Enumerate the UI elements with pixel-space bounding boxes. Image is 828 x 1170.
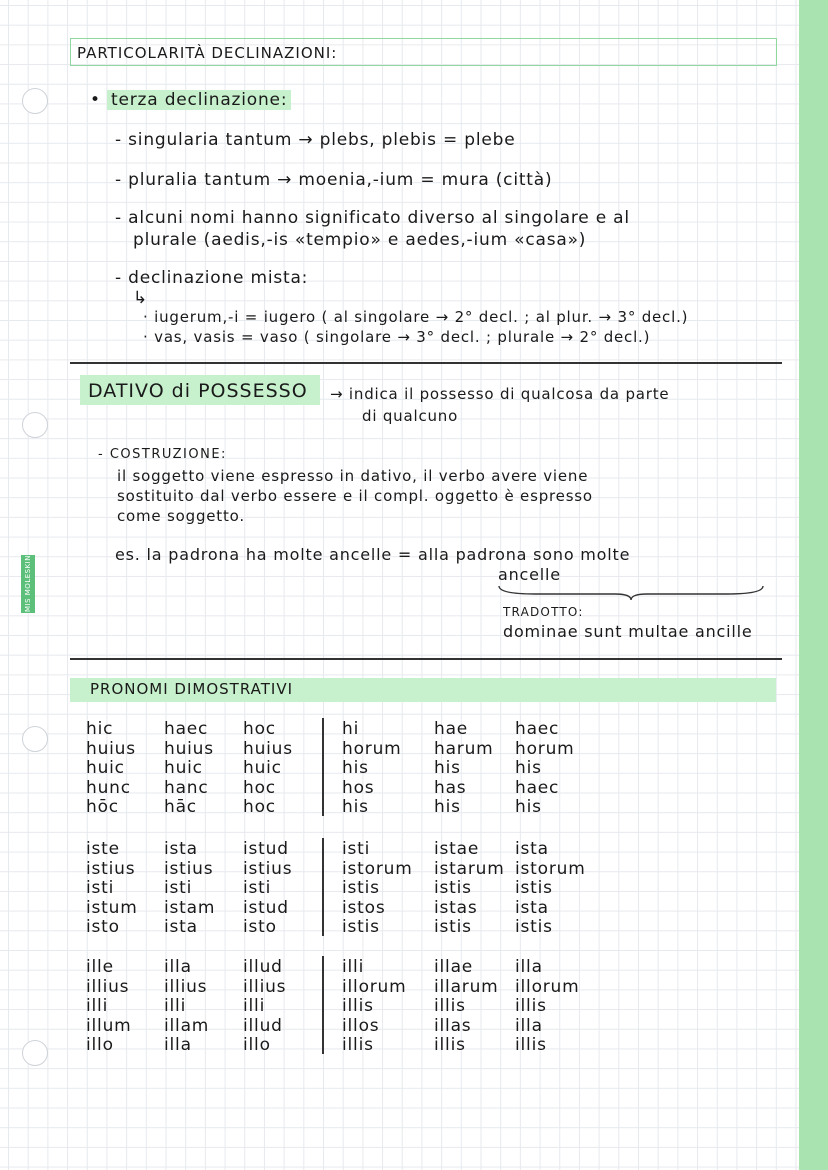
pronoun-form: illas [434,1015,472,1036]
pronoun-form: haec [515,719,560,739]
pronoun-form: isti [86,878,115,898]
pronoun-form: istius [86,858,136,879]
pronoun-form: illius [243,976,287,997]
pronoun-form: illae [434,957,474,977]
costruzione-line: sostituito dal verbo essere e il compl. oggetto è espresso [117,487,593,505]
brand-tab: MIS MOLESKIN [21,555,35,613]
pronoun-form: huic [164,758,203,778]
pronoun-column [86,840,138,938]
terza-item: plurale (aedis,-is «tempio» e aedes,-ium «casa») [133,230,587,250]
pronoun-form: hunc [86,777,131,798]
pronoun-form: hae [434,719,469,739]
pronoun-form: illo [243,1035,271,1055]
pronoun-form: istis [515,917,553,937]
pronomi-title: PRONOMI DIMOSTRATIVI [90,680,294,698]
pronoun-form: huius [164,738,214,759]
pronoun-form: illius [86,976,130,997]
pronoun-form: isti [164,878,193,898]
binder-hole [22,412,48,438]
column-divider [322,718,324,816]
binder-hole [22,1040,48,1066]
pronoun-column [164,840,215,938]
pronoun-form: illorum [342,976,407,997]
dativo-definition-cont: di qualcuno [362,407,459,425]
pronoun-form: isto [243,917,277,937]
pronoun-form: istos [342,897,386,918]
pronoun-form: ista [515,839,549,859]
pronoun-form: istae [434,839,480,859]
terza-item: - declinazione mista: [115,268,309,288]
pronoun-form: haec [164,719,209,739]
dativo-title: DATIVO di POSSESSO [88,380,308,402]
pronoun-form: illa [515,1015,543,1036]
pronoun-column [243,840,292,938]
pronoun-form: hōc [86,797,119,817]
section-divider [70,658,782,660]
pronoun-form: hanc [164,777,209,798]
pronoun-form: istis [515,878,553,898]
column-divider [322,956,324,1054]
pronoun-form: isti [342,839,371,859]
pronoun-column [434,958,499,1056]
pronoun-form: illa [515,957,543,977]
pronoun-form: illius [164,976,208,997]
pronoun-form: istis [342,917,380,937]
terza-subitem: · iugerum,-i = iugero ( al singolare → 2° decl. ; al plur. → 3° decl.) [143,308,689,326]
pronoun-form: horum [515,738,575,759]
pronoun-form: hoc [243,719,276,739]
pronoun-column [243,958,286,1056]
pronoun-form: illarum [434,976,499,997]
terza-item: - pluralia tantum → moenia,-ium = mura (città) [115,170,553,190]
example-line-cont: ancelle [498,565,561,584]
pronoun-column [434,720,494,818]
pronoun-form: harum [434,738,494,759]
pronoun-form: illis [342,996,374,1016]
pronoun-form: istorum [515,858,586,879]
pronoun-form: hāc [164,797,197,817]
pronoun-form: ista [164,839,198,859]
pronoun-form: huius [243,738,293,759]
pronoun-column [515,720,575,818]
binder-hole [22,726,48,752]
bullet-icon: • [90,90,101,110]
pronoun-form: illis [342,1035,374,1055]
pronoun-form: illo [86,1035,114,1055]
pronoun-form: hic [86,719,114,739]
pronoun-form: illis [515,1035,547,1055]
pronoun-column [515,840,586,938]
pronoun-form: hos [342,777,375,798]
pronoun-form: istius [243,858,293,879]
column-divider [322,838,324,936]
pronoun-form: hoc [243,777,276,798]
pronoun-form: ista [515,897,549,918]
brace-icon [495,582,767,602]
pronoun-form: has [434,777,467,798]
pronoun-column [243,720,293,818]
pronoun-form: istius [164,858,214,879]
pronoun-column [515,958,580,1056]
terza-heading-text: terza declinazione: [107,90,291,110]
pronoun-form: huic [243,758,282,778]
binder-hole [22,88,48,114]
pronoun-form: hoc [243,797,276,817]
pronoun-form: isto [86,917,120,937]
section-divider [70,362,782,364]
pronoun-form: illi [86,996,109,1016]
pronoun-form: istud [243,897,289,918]
pronoun-form: his [434,758,461,778]
pronoun-column [86,958,132,1056]
pronoun-column [342,720,402,818]
tradotto-label: TRADOTTO: [503,605,584,619]
pronoun-form: illis [434,996,466,1016]
pronoun-column [342,840,413,938]
pronoun-column [86,720,136,818]
pronoun-form: illud [243,957,283,977]
terza-item: - alcuni nomi hanno significato diverso al singolare e al [115,208,630,228]
pronoun-form: illi [243,996,266,1016]
pronoun-form: illum [86,1015,132,1036]
pronoun-form: horum [342,738,402,759]
pronoun-form: illa [164,957,192,977]
pronoun-form: illi [342,957,365,977]
pronoun-form: istis [434,917,472,937]
pronoun-form: his [515,797,542,817]
terza-item: - singularia tantum → plebs, plebis = plebe [115,130,516,150]
pronoun-form: ille [86,957,114,977]
costruzione-line: come soggetto. [117,507,245,525]
pronoun-form: illis [515,996,547,1016]
pronoun-column [434,840,505,938]
pronoun-form: istud [243,839,289,859]
pronoun-form: istorum [342,858,413,879]
arrow-icon: ↳ [133,288,149,308]
pronoun-form: istam [164,897,216,918]
pronoun-form: isti [243,878,272,898]
pronoun-form: huius [86,738,136,759]
pronoun-form: illi [164,996,187,1016]
pronoun-form: illorum [515,976,580,997]
pronoun-form: istum [86,897,138,918]
pronoun-form: illos [342,1015,380,1036]
pronoun-form: illam [164,1015,210,1036]
pronoun-column [342,958,407,1056]
pronoun-column [164,958,209,1056]
pronoun-form: istis [434,878,472,898]
section-heading-terza [90,90,291,110]
pronoun-form: illud [243,1015,283,1036]
costruzione-line: il soggetto viene espresso in dativo, il verbo avere viene [117,467,589,485]
pronoun-form: ista [164,917,198,937]
pronoun-form: haec [515,777,560,798]
pronoun-form: his [515,758,542,778]
pronoun-form: his [434,797,461,817]
pronoun-form: illa [164,1035,192,1055]
pronoun-form: his [342,758,369,778]
pronoun-form: istis [342,878,380,898]
tradotto-text: dominae sunt multae ancille [503,622,753,641]
pronoun-form: his [342,797,369,817]
pronoun-form: illis [434,1035,466,1055]
costruzione-label: - COSTRUZIONE: [98,447,227,462]
dativo-definition: → indica il possesso di qualcosa da parte [330,385,670,403]
terza-subitem: · vas, vasis = vaso ( singolare → 3° decl. ; plurale → 2° decl.) [143,328,651,346]
pronoun-form: huic [86,758,125,778]
example-line: es. la padrona ha molte ancelle = alla padrona sono molte [115,545,631,564]
pronoun-form: iste [86,839,120,859]
page-title: PARTICOLARITÀ DECLINAZIONI: [70,38,777,66]
page-edge-strip [799,0,828,1170]
pronoun-form: istarum [434,858,505,879]
pronoun-form: hi [342,719,360,739]
pronoun-form: istas [434,897,478,918]
pronoun-column [164,720,214,818]
